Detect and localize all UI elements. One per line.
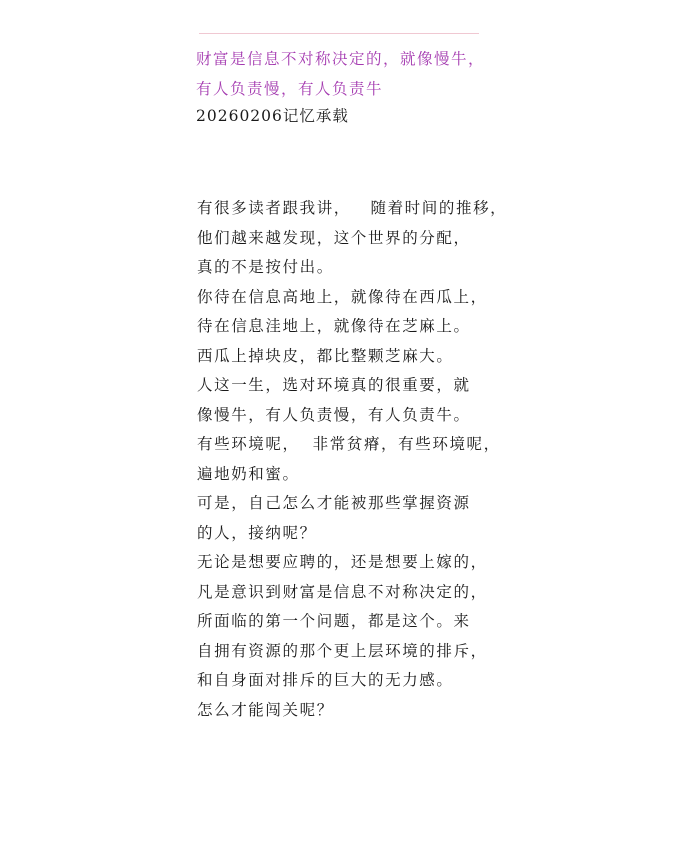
- body-line: 他们越来越发现，这个世界的分配，: [197, 228, 471, 247]
- body-line: 遍地奶和蜜。: [197, 464, 300, 483]
- body-line: 你待在信息高地上，就像待在西瓜上，: [197, 287, 488, 306]
- date-caption: 20260206记忆承载: [196, 107, 349, 125]
- body-line: 所面临的第一个问题，都是这个。来: [197, 612, 471, 630]
- body-line: 有些环境呢， 非常贫瘠，有些环境呢，: [197, 435, 501, 453]
- body-line: 自拥有资源的那个更上层环境的排斥，: [197, 641, 488, 660]
- header-divider: [199, 33, 479, 34]
- body-line: 和自身面对排斥的巨大的无力感。: [197, 671, 454, 689]
- body-line: 西瓜上掉块皮，都比整颗芝麻大。: [197, 346, 454, 365]
- title-line-1: 财富是信息不对称决定的，就像慢牛，: [196, 50, 486, 68]
- body-line: 待在信息洼地上，就像待在芝麻上。: [197, 317, 471, 335]
- body-line: 怎么才能闯关呢？: [197, 700, 334, 719]
- body-line: 真的不是按付出。: [197, 258, 334, 276]
- body-line: 凡是意识到财富是信息不对称决定的，: [197, 582, 488, 601]
- body-line: 可是，自己怎么才能被那些掌握资源: [197, 494, 471, 512]
- body-line: 像慢牛，有人负责慢，有人负责牛。: [197, 405, 471, 424]
- title-line-2: 有人负责慢，有人负责牛: [196, 80, 384, 98]
- body-line: 无论是想要应聘的，还是想要上嫁的，: [197, 553, 488, 571]
- article-title: [196, 44, 666, 104]
- body-line: 有很多读者跟我讲， 随着时间的推移，: [197, 199, 508, 217]
- body-line: 人这一生，选对环境真的很重要，就: [197, 376, 471, 394]
- body-line: 的人，接纳呢？: [197, 523, 317, 542]
- article-body: [197, 194, 667, 725]
